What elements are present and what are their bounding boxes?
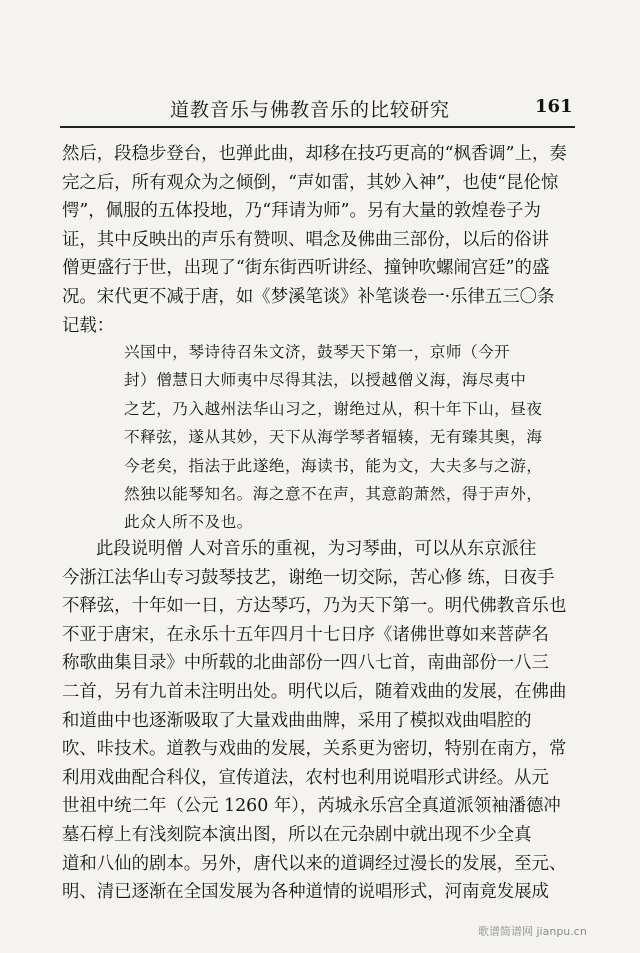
header-title: 道教音乐与佛教音乐的比较研究 [170, 99, 451, 121]
text-line: 明、清已逐渐在全国发展为各种道情的说唱形式，河南竟发展成 [62, 882, 549, 903]
text-line: 道和八仙的剧本。另外，唐代以来的道调经过漫长的发展，至元、 [62, 853, 567, 874]
header-rule [60, 126, 575, 128]
text-line: 证，其中反映出的声乐有赞呗、唱念及佛曲三部份，以后的俗讲 [62, 229, 549, 250]
text-line: 愕”，佩服的五体投地，乃“拜请为师”。另有大量的敦煌卷子为 [62, 201, 541, 222]
text-line: 况。宋代更不减于唐，如《梦溪笔谈》补笔谈卷一·乐律五三〇条 [62, 286, 555, 307]
text-line: 此段说明僧 人对音乐的重视，为习琴曲，可以从东京派往 [96, 539, 537, 559]
text-line: 僧更盛行于世，出现了“街东街西听讲经、撞钟吹螺闹宫廷”的盛 [62, 258, 550, 279]
text-line: 墓石椁上有浅刻院本演出图，所以在元杂剧中就出现不少全真 [62, 824, 532, 845]
quote-line: 不释弦，遂从其妙，天下从海学琴者辐辏，无有臻其奥，海 [124, 428, 543, 447]
text-line: 吹、咔技术。道教与戏曲的发展，关系更为密切，特别在南方，常 [62, 739, 567, 760]
text-line: 和道曲中也逐渐吸取了大量戏曲曲牌，采用了模拟戏曲唱腔的 [62, 710, 532, 731]
paragraph-2 [62, 535, 582, 907]
page-number: 161 [535, 96, 573, 117]
text-line: 完之后，所有观众为之倾倒，“声如雷，其妙入神”，也使“昆伦惊 [62, 172, 559, 193]
text-line: 二首，另有九首未注明出处。明代以后，随着戏曲的发展，在佛曲 [62, 681, 567, 702]
text-line: 然后，段稳步登台，也弹此曲，却移在技巧更高的“枫香调”上，奏 [62, 144, 567, 164]
quote-line: 然独以能琴知名。海之意不在声，其意韵萧然，得于声外， [124, 484, 543, 503]
running-header [60, 95, 580, 123]
text-line: 记载： [62, 315, 115, 336]
text-line: 称歌曲集目录》中所载的北曲部份一四八七首，南曲部份一八三 [62, 653, 549, 674]
text-line: 世祖中统二年（公元 1260 年），芮城永乐宫全真道派领袖潘德冲 [62, 796, 561, 817]
site-watermark: 歌谱简谱网 jianpu.cn [478, 925, 587, 938]
block-quote [124, 338, 594, 537]
quote-line: 今老矣，指法于此遂绝，海读书，能为文，大夫多与之游， [124, 456, 543, 475]
text-line: 不亚于唐宋，在永乐十五年四月十七日序《诸佛世尊如来菩萨名 [62, 624, 549, 645]
quote-line: 之艺，乃入越州法华山习之，谢绝过从，积十年下山，昼夜 [124, 399, 543, 418]
text-line: 不释弦，十年如一日，方达琴巧，乃为天下第一。明代佛教音乐也 [62, 596, 567, 617]
quote-line: 封）僧慧日大师夷中尽得其法，以授越僧义海，海尽夷中 [124, 371, 527, 390]
paragraph-1 [62, 140, 582, 340]
text-line: 利用戏曲配合科仪，宣传道法，农村也利用说唱形式讲经。从元 [62, 767, 549, 788]
quote-line: 此众人所不及也。 [124, 513, 253, 532]
text-line: 今浙江法华山专习鼓琴技艺，谢绝一切交际，苦心修 练，日夜手 [62, 567, 555, 588]
quote-line: 兴国中，琴诗待召朱文济，鼓琴天下第一，京师（今开 [124, 343, 511, 361]
